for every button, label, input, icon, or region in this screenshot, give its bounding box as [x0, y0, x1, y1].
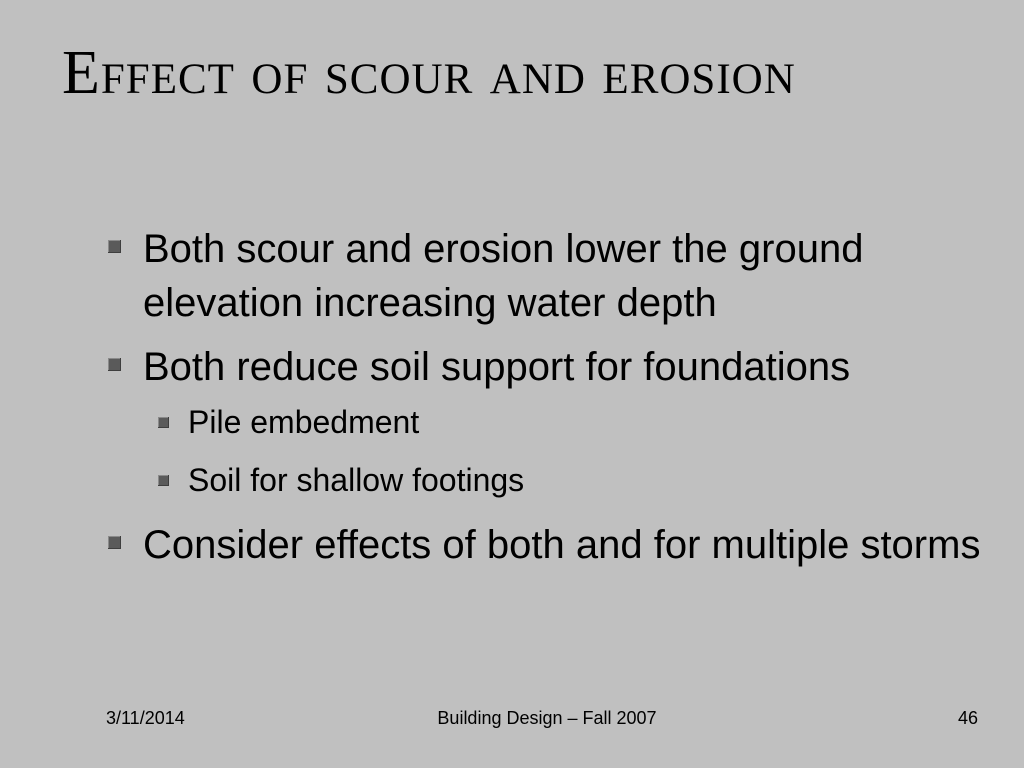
bullet-item	[0, 518, 1024, 572]
bullet-text: Both reduce soil support for foundations	[143, 345, 851, 389]
bullet-text: Both scour and erosion lower the ground elevation increasing water depth	[143, 227, 864, 325]
square-bullet-icon	[108, 358, 121, 371]
bullet-item	[0, 340, 1024, 394]
square-bullet-icon	[158, 417, 169, 428]
square-bullet-icon	[108, 536, 121, 549]
sub-bullet-item	[0, 460, 1024, 500]
footer-title: Building Design – Fall 2007	[437, 708, 657, 728]
bullet-item	[0, 222, 1024, 330]
bullet-list	[0, 222, 1024, 582]
square-bullet-icon	[158, 475, 169, 486]
square-bullet-icon	[108, 240, 121, 253]
sub-bullet-text: Pile embedment	[188, 404, 420, 440]
sub-bullet-item	[0, 402, 1024, 442]
slide-title: Effect of scour and erosion	[62, 39, 796, 107]
bullet-text: Consider effects of both and for multiple storms	[143, 523, 981, 567]
sub-bullet-text: Soil for shallow footings	[188, 462, 525, 498]
slide-number: 46	[957, 708, 978, 728]
footer-date: 3/11/2014	[106, 708, 185, 728]
